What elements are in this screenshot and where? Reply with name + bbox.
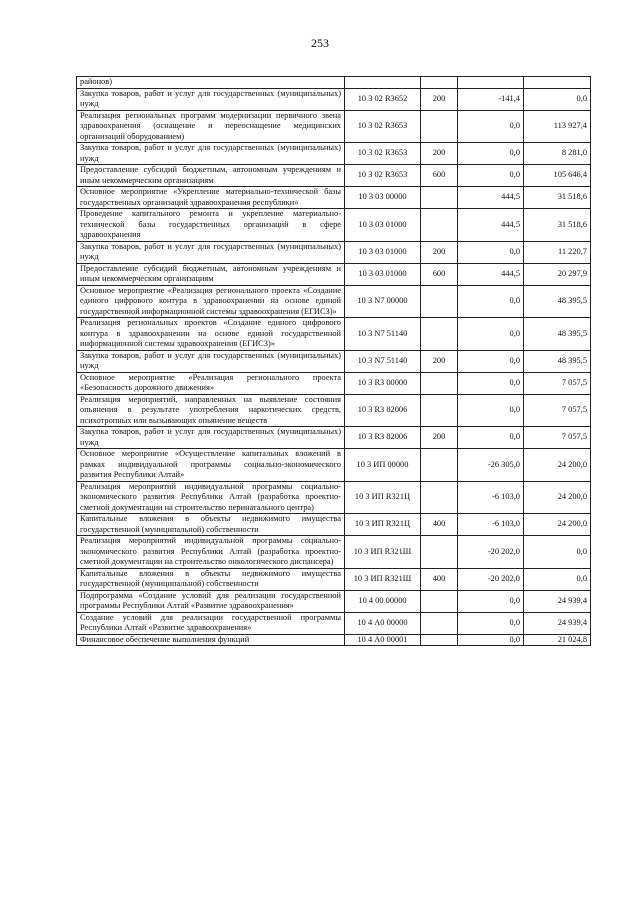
row-name-cell: Закупка товаров, работ и услуг для государственных (муниципальных) нужд: [77, 350, 345, 372]
total-amount-cell: 0,0: [524, 536, 591, 569]
row-name-cell: Основное мероприятие «Реализация регионального проекта «Создание единого цифрового контура в здравоохранении на основе единой государственной информационной системы здравоохранения (ЕГИСЗ)»: [77, 285, 345, 318]
expense-type-cell: [421, 372, 458, 394]
total-amount-cell: 0,0: [524, 568, 591, 590]
row-name-cell: Реализация региональных программ модернизации первичного звена здравоохранения (оснащение и переоснащение медицинских организаций оборудованием): [77, 110, 345, 143]
table-row: [77, 88, 591, 110]
table-row: [77, 241, 591, 263]
expense-type-cell: 600: [421, 165, 458, 187]
row-name-cell: Финансовое обеспечение выполнения функций: [77, 634, 345, 646]
target-code-cell: 10 4 00 00000: [345, 590, 421, 612]
change-amount-cell: -141,4: [458, 88, 524, 110]
expense-type-cell: [421, 449, 458, 482]
expense-type-cell: [421, 536, 458, 569]
row-name-cell: Основное мероприятие «Осуществление капитальных вложений в рамках индивидуальной программы социально-экономического развития Республики Алтай»: [77, 449, 345, 482]
expense-type-cell: 400: [421, 568, 458, 590]
row-name-cell: Капитальные вложения в объекты недвижимого имущества государственной (муниципальной) собственности: [77, 514, 345, 536]
change-amount-cell: 0,0: [458, 165, 524, 187]
row-name-cell: Основное мероприятие «Укрепление материально-технической базы государственных организаций здравоохранения республики»: [77, 187, 345, 209]
table-row: [77, 481, 591, 514]
change-amount-cell: 0,0: [458, 350, 524, 372]
table-row: [77, 514, 591, 536]
change-amount-cell: 0,0: [458, 394, 524, 427]
table-row: [77, 590, 591, 612]
change-amount-cell: 0,0: [458, 612, 524, 634]
expense-type-cell: [421, 481, 458, 514]
table-row: [77, 427, 591, 449]
row-name-cell: Подпрограмма «Создание условий для реализации государственной программы Республики Алтай «Развитие здравоохранения»: [77, 590, 345, 612]
table-row: [77, 77, 591, 89]
change-amount-cell: 0,0: [458, 110, 524, 143]
change-amount-cell: 0,0: [458, 285, 524, 318]
total-amount-cell: 24 200,0: [524, 514, 591, 536]
total-amount-cell: 48 395,5: [524, 318, 591, 351]
change-amount-cell: 0,0: [458, 241, 524, 263]
row-name-cell: Предоставление субсидий бюджетным, автономным учреждениям и иным некоммерческим организациям: [77, 263, 345, 285]
target-code-cell: 10 3 N7 51140: [345, 318, 421, 351]
row-name-cell: Предоставление субсидий бюджетным, автономным учреждениям и иным некоммерческим организациям: [77, 165, 345, 187]
expense-type-cell: [421, 612, 458, 634]
target-code-cell: 10 3 R3 82006: [345, 394, 421, 427]
row-name-cell: Создание условий для реализации государственной программы Республики Алтай «Развитие здравоохранения»: [77, 612, 345, 634]
change-amount-cell: 444,5: [458, 209, 524, 242]
total-amount-cell: 113 927,4: [524, 110, 591, 143]
expense-type-cell: 200: [421, 143, 458, 165]
total-amount-cell: 31 518,6: [524, 209, 591, 242]
total-amount-cell: 48 395,5: [524, 285, 591, 318]
change-amount-cell: 444,5: [458, 187, 524, 209]
total-amount-cell: 21 024,8: [524, 634, 591, 646]
total-amount-cell: 24 939,4: [524, 612, 591, 634]
target-code-cell: 10 3 02 R3653: [345, 110, 421, 143]
total-amount-cell: 7 057,5: [524, 372, 591, 394]
row-name-cell: Проведение капитального ремонта и укрепление материально-технической базы государственных организаций в сфере здравоохранения: [77, 209, 345, 242]
target-code-cell: 10 4 А0 00000: [345, 612, 421, 634]
row-name-cell: Реализация региональных проектов «Создание единого цифрового контура в здравоохранении на основе единой государственной информационной системы здравоохранения (ЕГИСЗ)»: [77, 318, 345, 351]
total-amount-cell: 20 297,9: [524, 263, 591, 285]
change-amount-cell: 444,5: [458, 263, 524, 285]
change-amount-cell: 0,0: [458, 143, 524, 165]
expense-type-cell: 400: [421, 514, 458, 536]
table-row: [77, 143, 591, 165]
expense-type-cell: [421, 209, 458, 242]
target-code-cell: 10 3 02 R3653: [345, 143, 421, 165]
target-code-cell: 10 3 ИП R321Ш: [345, 536, 421, 569]
row-name-cell: районов): [77, 77, 345, 89]
change-amount-cell: 0,0: [458, 590, 524, 612]
target-code-cell: 10 3 ИП 00000: [345, 449, 421, 482]
total-amount-cell: 7 057,5: [524, 394, 591, 427]
target-code-cell: 10 3 ИП R321Ш: [345, 568, 421, 590]
row-name-cell: Закупка товаров, работ и услуг для государственных (муниципальных) нужд: [77, 88, 345, 110]
change-amount-cell: [458, 77, 524, 89]
page-number: 253: [311, 36, 329, 50]
total-amount-cell: 11 220,7: [524, 241, 591, 263]
row-name-cell: Капитальные вложения в объекты недвижимого имущества государственной (муниципальной) собственности: [77, 568, 345, 590]
table-row: [77, 165, 591, 187]
expense-type-cell: 200: [421, 427, 458, 449]
row-name-cell: Реализация мероприятий индивидуальной программы социально-экономического развития Республики Алтай (разработка проектно-сметной документации на строительство перинатального центра): [77, 481, 345, 514]
row-name-cell: Реализация мероприятий, направленных на выявление состояния опьянения в результате употребления наркотических средств, психотропных или вызывающих опьянение веществ: [77, 394, 345, 427]
target-code-cell: 10 3 R3 00000: [345, 372, 421, 394]
change-amount-cell: -6 103,0: [458, 481, 524, 514]
expense-type-cell: [421, 187, 458, 209]
table-row: [77, 634, 591, 646]
total-amount-cell: 0,0: [524, 88, 591, 110]
total-amount-cell: [524, 77, 591, 89]
total-amount-cell: 24 200,0: [524, 481, 591, 514]
row-name-cell: Закупка товаров, работ и услуг для государственных (муниципальных) нужд: [77, 427, 345, 449]
table-row: [77, 318, 591, 351]
change-amount-cell: 0,0: [458, 634, 524, 646]
total-amount-cell: 24 939,4: [524, 590, 591, 612]
target-code-cell: 10 3 N7 00000: [345, 285, 421, 318]
expense-type-cell: [421, 285, 458, 318]
total-amount-cell: 8 281,0: [524, 143, 591, 165]
expense-type-cell: [421, 634, 458, 646]
target-code-cell: [345, 77, 421, 89]
total-amount-cell: 24 200,0: [524, 449, 591, 482]
change-amount-cell: -6 103,0: [458, 514, 524, 536]
target-code-cell: 10 3 ИП R321Ц: [345, 481, 421, 514]
target-code-cell: 10 3 03 01000: [345, 209, 421, 242]
total-amount-cell: 7 057,5: [524, 427, 591, 449]
expense-type-cell: [421, 394, 458, 427]
target-code-cell: 10 3 03 01000: [345, 241, 421, 263]
table-row: [77, 372, 591, 394]
target-code-cell: 10 3 02 R3653: [345, 165, 421, 187]
table-row: [77, 568, 591, 590]
expense-type-cell: 200: [421, 241, 458, 263]
expense-type-cell: 200: [421, 350, 458, 372]
target-code-cell: 10 3 ИП R321Ц: [345, 514, 421, 536]
budget-table: [76, 76, 591, 646]
change-amount-cell: -20 202,0: [458, 536, 524, 569]
table-row: [77, 209, 591, 242]
expense-type-cell: [421, 110, 458, 143]
table-row: [77, 394, 591, 427]
change-amount-cell: -20 202,0: [458, 568, 524, 590]
change-amount-cell: 0,0: [458, 427, 524, 449]
target-code-cell: 10 3 03 00000: [345, 187, 421, 209]
table-row: [77, 110, 591, 143]
total-amount-cell: 48 395,5: [524, 350, 591, 372]
target-code-cell: 10 3 N7 51140: [345, 350, 421, 372]
change-amount-cell: 0,0: [458, 318, 524, 351]
target-code-cell: 10 4 А0 00001: [345, 634, 421, 646]
row-name-cell: Закупка товаров, работ и услуг для государственных (муниципальных) нужд: [77, 143, 345, 165]
expense-type-cell: 200: [421, 88, 458, 110]
total-amount-cell: 31 518,6: [524, 187, 591, 209]
target-code-cell: 10 3 03 01000: [345, 263, 421, 285]
table-row: [77, 350, 591, 372]
expense-type-cell: [421, 590, 458, 612]
table-row: [77, 449, 591, 482]
total-amount-cell: 105 646,4: [524, 165, 591, 187]
row-name-cell: Закупка товаров, работ и услуг для государственных (муниципальных) нужд: [77, 241, 345, 263]
table-row: [77, 285, 591, 318]
target-code-cell: 10 3 R3 82006: [345, 427, 421, 449]
table-row: [77, 612, 591, 634]
expense-type-cell: [421, 77, 458, 89]
change-amount-cell: 0,0: [458, 372, 524, 394]
change-amount-cell: -26 305,0: [458, 449, 524, 482]
budget-table-body: [77, 77, 591, 646]
row-name-cell: Основное мероприятие «Реализация регионального проекта «Безопасность дорожного движения»: [77, 372, 345, 394]
table-row: [77, 536, 591, 569]
row-name-cell: Реализация мероприятий индивидуальной программы социально-экономического развития Республики Алтай (разработка проектно-сметной документации на строительство онкологического диспансера): [77, 536, 345, 569]
expense-type-cell: 600: [421, 263, 458, 285]
table-row: [77, 263, 591, 285]
expense-type-cell: [421, 318, 458, 351]
table-row: [77, 187, 591, 209]
target-code-cell: 10 3 02 R3652: [345, 88, 421, 110]
